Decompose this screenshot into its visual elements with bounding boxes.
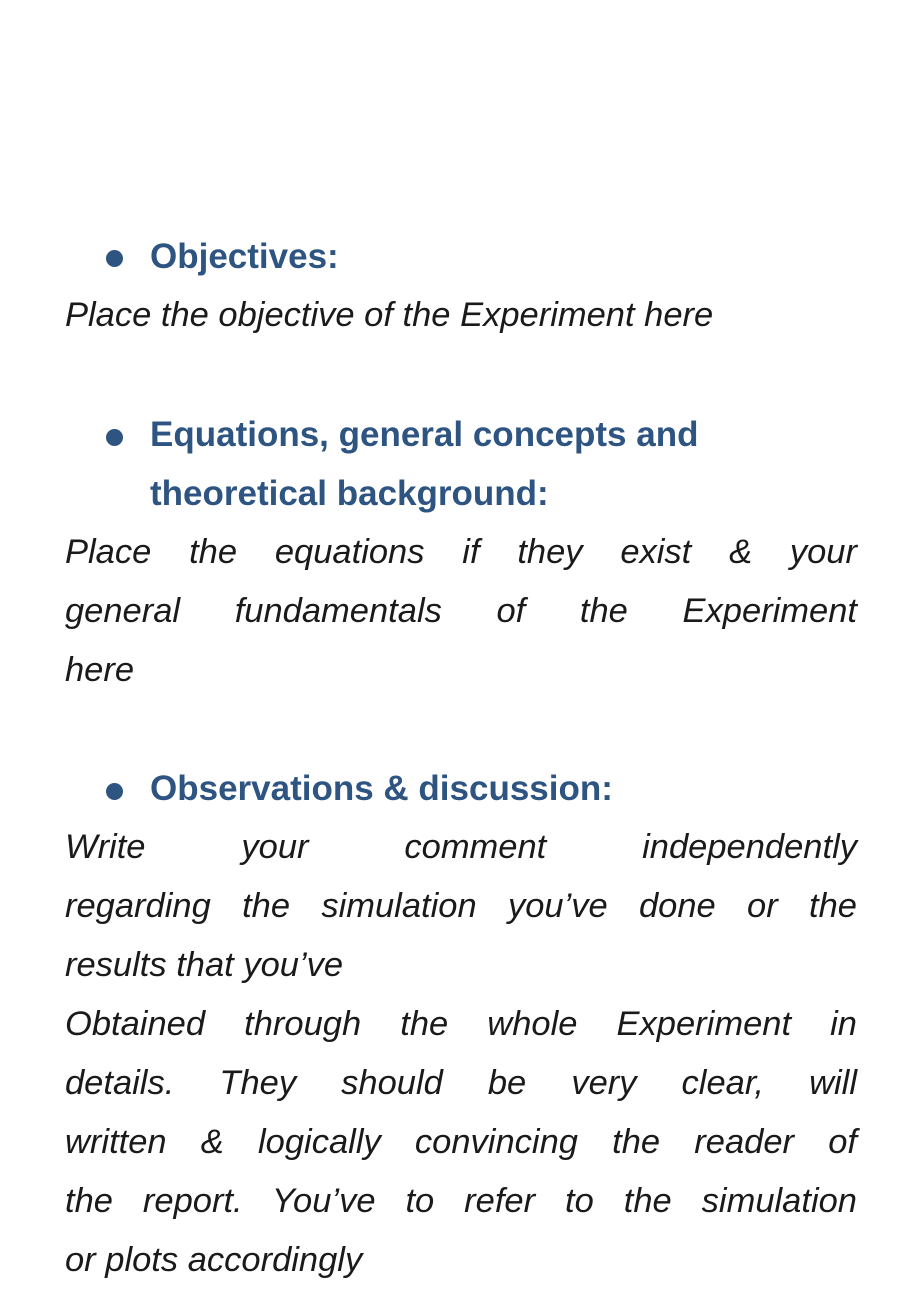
objectives-body bbox=[65, 286, 857, 345]
equations-body-line: general fundamentals of the Experiment bbox=[65, 592, 857, 630]
observations-heading: Observations & discussion: bbox=[150, 769, 613, 808]
observations-body-line: regarding the simulation you’ve done or the bbox=[65, 887, 857, 925]
bullet-icon bbox=[106, 783, 123, 800]
equations-body-line: Place the equations if they exist & your bbox=[65, 533, 857, 571]
bullet-icon bbox=[106, 250, 123, 267]
observations-body-line: written & logically convincing the reader of bbox=[65, 1123, 857, 1161]
objectives-heading: Objectives: bbox=[150, 237, 339, 276]
observations-body-line: the report. You’ve to refer to the simulation bbox=[65, 1182, 857, 1220]
observations-body bbox=[65, 818, 857, 1290]
equations-body bbox=[65, 523, 857, 700]
observations-body-line: details. They should be very clear, will bbox=[65, 1064, 857, 1102]
objectives-body-line: Place the objective of the Experiment here bbox=[65, 296, 714, 334]
observations-body-line: or plots accordingly bbox=[65, 1241, 363, 1279]
equations-body-line: here bbox=[65, 651, 135, 689]
equations-heading-line2: theoretical background: bbox=[150, 474, 549, 513]
bullet-icon bbox=[106, 429, 123, 446]
equations-heading-line1: Equations, general concepts and bbox=[150, 415, 699, 454]
observations-body-line: Obtained through the whole Experiment in bbox=[65, 1005, 857, 1043]
observations-body-line: Write your comment independently bbox=[65, 828, 857, 866]
observations-body-line: results that you’ve bbox=[65, 946, 344, 984]
